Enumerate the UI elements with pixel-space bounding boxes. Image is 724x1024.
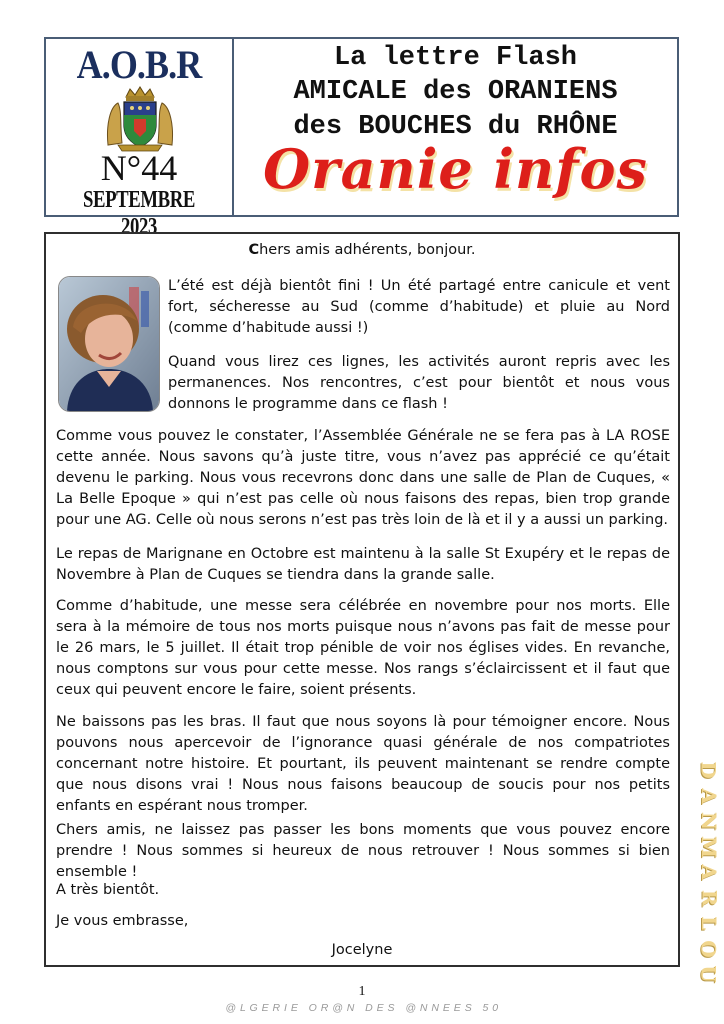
paragraph-general-assembly: Comme vous pouvez le constater, l’Assemblée Générale ne se fera pas à LA ROSE cette année. Nous savons qu’à juste titre, vous n’avez pas apprécié ce qu’était devenu le parking. Nous vous recevrons donc dans une salle de Plan de Cuques, « La Belle Epoque » qui n’est pas celle où nous faisons des repas, bien trop grande pour une AG. Celle où nous serons n’est pas très loin de là et il y a aussi un parking.	[56, 428, 670, 528]
org-acronym: A.O.B.R	[76, 42, 202, 87]
title-line-2: AMICALE des ORANIENS	[293, 77, 618, 107]
issue-date: SEPTEMBRE 2023	[83, 187, 195, 240]
watermark-letter: U	[696, 965, 721, 983]
greeting-text: hers amis adhérents, bonjour.	[259, 242, 476, 258]
side-watermark	[697, 760, 721, 984]
issue-number: N°44	[100, 148, 178, 188]
masthead-left-panel	[46, 39, 234, 240]
title-line-3: des BOUCHES du RHÔNE	[293, 112, 618, 142]
greeting	[46, 242, 678, 258]
paragraph-mass: Comme d’habitude, une messe sera célébrée en novembre pour nos morts. Elle sera à la mémoire de tous nos morts puisque nous n’avons pas fait de messe pour le 26 mars, le 5 juillet. Il était trop pénible de voir nos églises vides. En revanche, nous comptons sur vous pour cette messe. Nos rangs s’éclaircissent et il faut que ceux qui peuvent encore le faire, soient présents.	[56, 598, 670, 698]
watermark-letter: N	[697, 811, 721, 831]
closing-embrace: Je vous embrasse,	[56, 913, 189, 929]
masthead-right-panel	[234, 39, 677, 215]
author-photo	[58, 276, 160, 412]
paragraph-activities: Quand vous lirez ces lignes, les activités auront repris avec les permanences. Nos rencontres, c’est pour bientôt et nous vous donnons le programme dans ce flash !	[168, 354, 670, 412]
watermark-letter: A	[697, 787, 721, 804]
paragraph-meals: Le repas de Marignane en Octobre est maintenu à la salle St Exupéry et le repas de Novembre à Plan de Cuques se tiendra dans la grande salle.	[56, 546, 670, 583]
paragraph-testimony: Ne baissons pas les bras. Il faut que nous soyons là pour témoigner encore. Nous pouvons nous apercevoir de l’ignorance quasi générale de nos compatriotes concernant notre histoire. Et pourtant, ils peuvent maintenant se rendre compte que nous disons vrai ! Nous nous faisons beaucoup de soucis pour nos petits enfants en espérant nous tromper.	[56, 714, 670, 814]
signature: Jocelyne	[331, 942, 393, 958]
coat-of-arms-icon	[104, 85, 176, 153]
newsletter-brand: Oranie infos	[263, 137, 648, 201]
footer-tagline: @ L G E R I E O R @ N D E S @ N N E E S 5 0	[225, 1002, 499, 1014]
closing-line: A très bientôt.	[56, 882, 160, 898]
watermark-letter: D	[697, 761, 721, 779]
masthead	[44, 37, 679, 240]
paragraph-together: Chers amis, ne laissez pas passer les bons moments que vous pouvez encore prendre ! Nous sommes si heureux de nous retrouver ! Nous sommes si bien ensemble !	[56, 822, 670, 880]
portrait-image-icon	[59, 277, 159, 411]
title-line-1: La lettre Flash	[333, 43, 578, 73]
watermark-letter: M	[696, 835, 721, 858]
page-number: 1	[358, 984, 366, 999]
paragraph-summer: L’été est déjà bientôt fini ! Un été partagé entre canicule et vent fort, sécheresse au Sud (comme d’habitude) et pluie au Nord (comme d’habitude aussi !)	[168, 278, 670, 336]
greeting-initial: C	[248, 242, 260, 258]
watermark-letter: A	[697, 864, 721, 880]
letter-body	[44, 232, 680, 967]
watermark-letter: L	[697, 915, 721, 931]
watermark-letter: R	[697, 889, 721, 906]
watermark-letter: O	[696, 939, 721, 958]
